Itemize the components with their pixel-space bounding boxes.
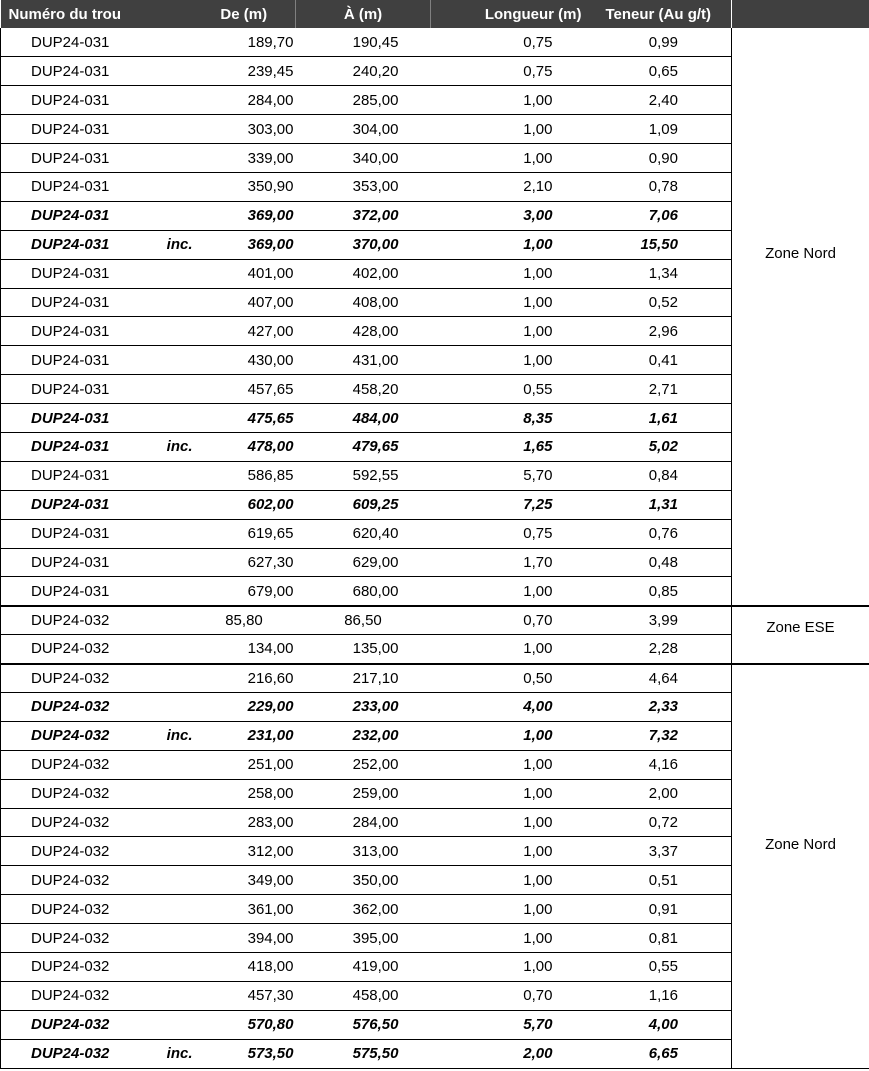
grade-cell: 2,40 [586,86,732,115]
from-cell: 457,65 [193,375,296,404]
header-row [1,0,869,28]
length-cell: 0,55 [431,375,586,404]
to-cell: 395,00 [296,924,431,953]
inc-cell [153,201,193,230]
zone-label: Zone Nord [765,835,836,853]
hole-cell: DUP24-032 [1,721,153,750]
length-cell: 1,00 [431,750,586,779]
from-cell: 251,00 [193,750,296,779]
hole-cell: DUP24-031 [1,201,153,230]
hole-cell: DUP24-032 [1,664,153,693]
grade-cell: 1,31 [586,490,732,519]
inc-cell [153,779,193,808]
hole-cell: DUP24-032 [1,692,153,721]
inc-cell [153,837,193,866]
inc-cell [153,895,193,924]
from-cell: 189,70 [193,28,296,57]
from-cell: 586,85 [193,461,296,490]
from-cell: 350,90 [193,172,296,201]
to-cell: 240,20 [296,57,431,86]
length-cell: 1,00 [431,635,586,664]
hole-cell: DUP24-031 [1,115,153,144]
length-cell: 0,50 [431,664,586,693]
grade-cell: 1,09 [586,115,732,144]
hole-cell: DUP24-031 [1,346,153,375]
length-cell: 7,25 [431,490,586,519]
inc-cell [153,86,193,115]
grade-cell: 0,72 [586,808,732,837]
inc-cell: inc. [153,230,193,259]
hole-cell: DUP24-031 [1,230,153,259]
grade-cell: 4,00 [586,1010,732,1039]
to-cell: 259,00 [296,779,431,808]
inc-cell [153,144,193,173]
hole-cell: DUP24-031 [1,432,153,461]
grade-cell: 2,33 [586,692,732,721]
grade-cell: 1,34 [586,259,732,288]
inc-cell [153,461,193,490]
inc-cell: inc. [153,1039,193,1068]
inc-cell [153,866,193,895]
inc-cell [153,577,193,606]
hole-cell: DUP24-031 [1,461,153,490]
length-cell: 0,70 [431,606,586,635]
inc-cell [153,953,193,982]
length-cell: 1,00 [431,895,586,924]
inc-cell [153,288,193,317]
hole-cell: DUP24-031 [1,172,153,201]
hole-cell: DUP24-031 [1,288,153,317]
inc-cell: inc. [153,721,193,750]
length-cell: 1,70 [431,548,586,577]
grade-cell: 0,85 [586,577,732,606]
length-cell: 0,75 [431,57,586,86]
from-cell: 239,45 [193,57,296,86]
from-cell: 573,50 [193,1039,296,1068]
to-cell: 353,00 [296,172,431,201]
inc-cell [153,259,193,288]
to-cell: 575,50 [296,1039,431,1068]
to-cell: 428,00 [296,317,431,346]
grade-cell: 0,48 [586,548,732,577]
from-cell: 401,00 [193,259,296,288]
from-cell: 216,60 [193,664,296,693]
inc-cell [153,548,193,577]
length-cell: 1,00 [431,230,586,259]
zone-cell-nord-2 [732,664,869,1068]
hole-cell: DUP24-031 [1,144,153,173]
grade-cell: 7,32 [586,721,732,750]
hole-cell: DUP24-031 [1,548,153,577]
to-cell: 372,00 [296,201,431,230]
grade-cell: 3,99 [586,606,732,635]
length-cell: 1,00 [431,346,586,375]
inc-cell [153,28,193,57]
inc-cell [153,317,193,346]
inc-cell [153,606,193,635]
zone-label: Zone Nord [765,245,836,262]
from-cell: 394,00 [193,924,296,953]
hole-cell: DUP24-032 [1,606,153,635]
hole-cell: DUP24-032 [1,808,153,837]
inc-cell [153,750,193,779]
length-cell: 2,00 [431,1039,586,1068]
grade-cell: 1,61 [586,404,732,433]
to-cell: 479,65 [296,432,431,461]
from-cell: 369,00 [193,201,296,230]
length-cell: 1,00 [431,86,586,115]
inc-cell [153,808,193,837]
table-row [1,606,869,635]
length-cell: 1,00 [431,953,586,982]
length-cell: 3,00 [431,201,586,230]
grade-cell: 0,41 [586,346,732,375]
hole-cell: DUP24-032 [1,895,153,924]
grade-cell: 0,81 [586,924,732,953]
length-cell: 4,00 [431,692,586,721]
length-cell: 5,70 [431,461,586,490]
grade-cell: 7,06 [586,201,732,230]
hole-cell: DUP24-032 [1,866,153,895]
from-cell: 570,80 [193,1010,296,1039]
to-cell: 86,50 [296,606,431,635]
to-cell: 190,45 [296,28,431,57]
length-cell: 1,00 [431,924,586,953]
inc-cell [153,924,193,953]
to-cell: 370,00 [296,230,431,259]
length-cell: 1,00 [431,577,586,606]
grade-cell: 0,78 [586,172,732,201]
from-cell: 478,00 [193,432,296,461]
hole-cell: DUP24-031 [1,375,153,404]
hole-cell: DUP24-032 [1,981,153,1010]
to-cell: 408,00 [296,288,431,317]
hole-cell: DUP24-032 [1,1039,153,1068]
to-cell: 340,00 [296,144,431,173]
header-to: À (m) [296,0,431,28]
to-cell: 313,00 [296,837,431,866]
to-cell: 592,55 [296,461,431,490]
from-cell: 407,00 [193,288,296,317]
hole-cell: DUP24-031 [1,519,153,548]
hole-cell: DUP24-031 [1,259,153,288]
from-cell: 85,80 [193,606,296,635]
from-cell: 229,00 [193,692,296,721]
inc-cell [153,519,193,548]
grade-cell: 6,65 [586,1039,732,1068]
from-cell: 258,00 [193,779,296,808]
grade-cell: 0,84 [586,461,732,490]
from-cell: 475,65 [193,404,296,433]
hole-cell: DUP24-032 [1,779,153,808]
inc-cell [153,404,193,433]
hole-cell: DUP24-031 [1,317,153,346]
hole-cell: DUP24-031 [1,57,153,86]
to-cell: 431,00 [296,346,431,375]
length-cell: 0,70 [431,981,586,1010]
hole-cell: DUP24-031 [1,86,153,115]
length-cell: 1,00 [431,288,586,317]
inc-cell [153,57,193,86]
to-cell: 458,20 [296,375,431,404]
from-cell: 134,00 [193,635,296,664]
header-from: De (m) [193,0,296,28]
inc-cell: inc. [153,432,193,461]
to-cell: 629,00 [296,548,431,577]
hole-cell: DUP24-031 [1,28,153,57]
hole-cell: DUP24-031 [1,577,153,606]
from-cell: 361,00 [193,895,296,924]
hole-cell: DUP24-032 [1,1010,153,1039]
length-cell: 1,00 [431,721,586,750]
grade-cell: 2,96 [586,317,732,346]
to-cell: 350,00 [296,866,431,895]
inc-cell [153,1010,193,1039]
from-cell: 430,00 [193,346,296,375]
header-length: Longueur (m) [431,0,586,28]
from-cell: 602,00 [193,490,296,519]
inc-cell [153,346,193,375]
length-cell: 1,00 [431,259,586,288]
inc-cell [153,664,193,693]
from-cell: 349,00 [193,866,296,895]
to-cell: 484,00 [296,404,431,433]
grade-cell: 2,00 [586,779,732,808]
grade-cell: 2,71 [586,375,732,404]
zone-cell-nord-1 [732,28,869,606]
zone-cell-ese [732,606,869,664]
to-cell: 620,40 [296,519,431,548]
to-cell: 576,50 [296,1010,431,1039]
to-cell: 135,00 [296,635,431,664]
inc-cell [153,172,193,201]
length-cell: 1,00 [431,837,586,866]
length-cell: 1,00 [431,779,586,808]
inc-cell [153,115,193,144]
grade-cell: 0,65 [586,57,732,86]
to-cell: 304,00 [296,115,431,144]
length-cell: 1,00 [431,144,586,173]
from-cell: 619,65 [193,519,296,548]
grade-cell: 0,90 [586,144,732,173]
grade-cell: 15,50 [586,230,732,259]
grade-cell: 0,52 [586,288,732,317]
grade-cell: 0,55 [586,953,732,982]
table-row [1,664,869,693]
from-cell: 284,00 [193,86,296,115]
length-cell: 0,75 [431,28,586,57]
hole-cell: DUP24-032 [1,750,153,779]
to-cell: 362,00 [296,895,431,924]
grade-cell: 1,16 [586,981,732,1010]
to-cell: 458,00 [296,981,431,1010]
inc-cell [153,490,193,519]
grade-cell: 0,91 [586,895,732,924]
length-cell: 1,65 [431,432,586,461]
header-hole: Numéro du trou [1,0,193,28]
hole-cell: DUP24-031 [1,404,153,433]
hole-cell: DUP24-032 [1,924,153,953]
from-cell: 339,00 [193,144,296,173]
to-cell: 217,10 [296,664,431,693]
header-grade: Teneur (Au g/t) [586,0,732,28]
length-cell: 1,00 [431,115,586,144]
length-cell: 2,10 [431,172,586,201]
inc-cell [153,635,193,664]
to-cell: 609,25 [296,490,431,519]
table-row [1,28,869,57]
to-cell: 252,00 [296,750,431,779]
from-cell: 283,00 [193,808,296,837]
from-cell: 418,00 [193,953,296,982]
zone-label: Zone ESE [766,618,835,636]
from-cell: 312,00 [193,837,296,866]
from-cell: 679,00 [193,577,296,606]
length-cell: 1,00 [431,866,586,895]
inc-cell [153,981,193,1010]
from-cell: 231,00 [193,721,296,750]
from-cell: 369,00 [193,230,296,259]
hole-cell: DUP24-032 [1,635,153,664]
from-cell: 303,00 [193,115,296,144]
grade-cell: 0,51 [586,866,732,895]
grade-cell: 3,37 [586,837,732,866]
from-cell: 457,30 [193,981,296,1010]
to-cell: 233,00 [296,692,431,721]
to-cell: 232,00 [296,721,431,750]
length-cell: 1,00 [431,317,586,346]
to-cell: 419,00 [296,953,431,982]
inc-cell [153,692,193,721]
length-cell: 1,00 [431,808,586,837]
length-cell: 8,35 [431,404,586,433]
grade-cell: 4,64 [586,664,732,693]
hole-cell: DUP24-032 [1,953,153,982]
to-cell: 680,00 [296,577,431,606]
length-cell: 5,70 [431,1010,586,1039]
to-cell: 402,00 [296,259,431,288]
grade-cell: 0,99 [586,28,732,57]
length-cell: 0,75 [431,519,586,548]
grade-cell: 2,28 [586,635,732,664]
grade-cell: 5,02 [586,432,732,461]
to-cell: 285,00 [296,86,431,115]
hole-cell: DUP24-032 [1,837,153,866]
grade-cell: 0,76 [586,519,732,548]
to-cell: 284,00 [296,808,431,837]
inc-cell [153,375,193,404]
from-cell: 627,30 [193,548,296,577]
hole-cell: DUP24-031 [1,490,153,519]
grade-cell: 4,16 [586,750,732,779]
from-cell: 427,00 [193,317,296,346]
header-zone [732,0,869,28]
